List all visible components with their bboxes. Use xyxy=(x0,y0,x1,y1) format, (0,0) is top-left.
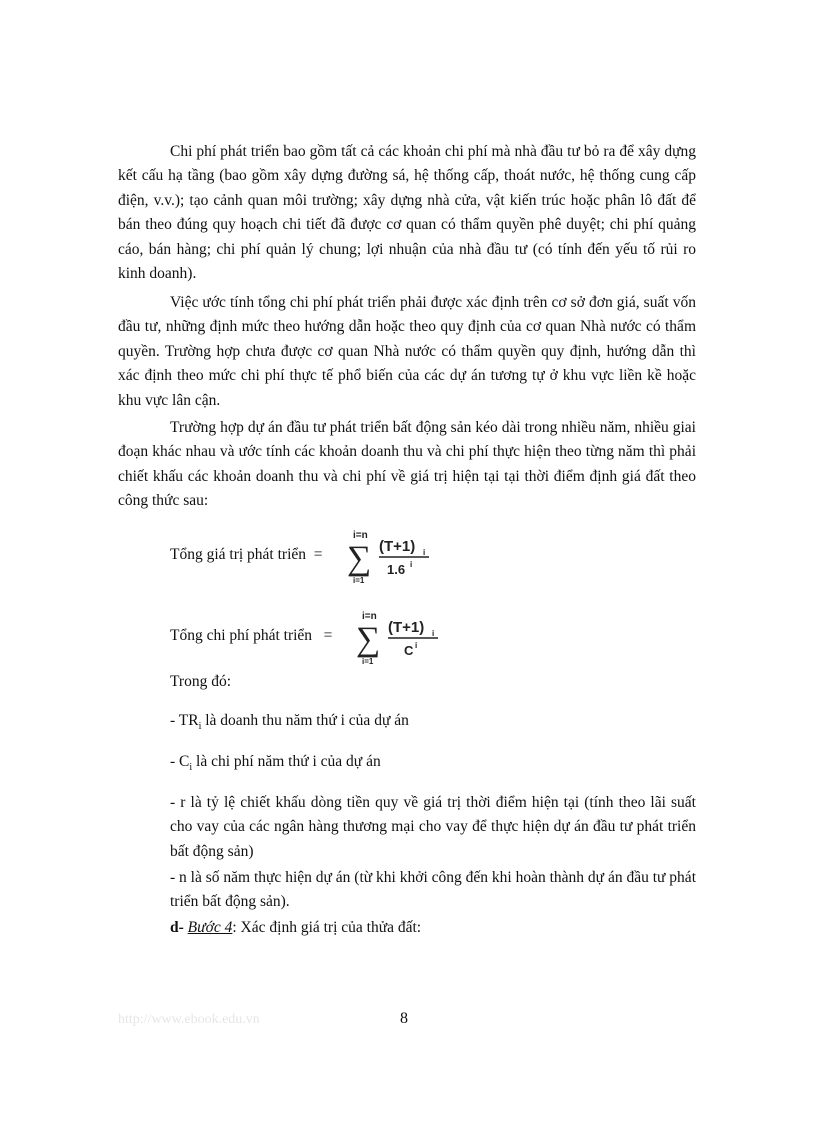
definitions-heading: Trong đó: xyxy=(170,673,232,690)
svg-text:i: i xyxy=(422,548,425,557)
step-name: Bước 4 xyxy=(187,919,233,936)
svg-text:i=1: i=1 xyxy=(362,657,374,666)
paragraph-cost-estimation: Việc ước tính tổng chi phí phát triển phải được xác định trên cơ sở đơn giá, suất vốn đầu tư, những định mức theo hướng dẫn hoặc theo quy định của cơ quan Nhà nước có thẩm quyền. Trường hợp chưa được cơ quan Nhà nước có thẩm quyền quy định, hướng dẫn thì xác định theo mức chi phí thực tế phổ biến của các dự án tương tự ở khu vực liền kề hoặc khu vực lân cận. xyxy=(118,294,696,409)
svg-text:∑: ∑ xyxy=(346,540,371,577)
revenue-summation-image xyxy=(345,525,435,585)
paragraph-development-costs: Chi phí phát triển bao gồm tất cả các khoản chi phí mà nhà đầu tư bỏ ra để xây dựng kết cấu hạ tầng (bao gồm xây dựng đường sá, hệ thống cấp, thoát nước, hệ thống cung cấp điện, v.v.); tạo cảnh quan môi trường; xây dựng nhà cửa, vật kiến trúc hoặc phân lô đất để bán theo đúng quy hoạch chi tiết đã được cơ quan có thẩm quyền phê duyệt; chi phí quảng cáo, bán hàng; chi phí quản lý chung; lợi nhuận của nhà đầu tư (có tính đến yếu tố rủi ro kinh doanh). xyxy=(118,143,696,283)
paragraph-discounting: Trường hợp dự án đầu tư phát triển bất động sản kéo dài trong nhiều năm, nhiều giai đoạn khác nhau và ước tính các khoản doanh thu và chi phí thực hiện theo từng năm thì phải chiết khấu các khoản doanh thu và chi phí về giá trị hiện tại tại thời điểm định giá đất theo công thức sau: xyxy=(118,419,696,510)
svg-text:i=n: i=n xyxy=(352,530,368,541)
svg-text:∑: ∑ xyxy=(356,621,381,658)
cost-summation-image xyxy=(354,606,444,666)
svg-text:1.6: 1.6 xyxy=(386,562,405,577)
svg-text:i=n: i=n xyxy=(362,611,378,622)
svg-text:i: i xyxy=(409,560,412,569)
definition-r: - r là tỷ lệ chiết khấu dòng tiền quy về giá trị thời điểm hiện tại (tính theo lãi suất cho vay của các ngân hàng thương mại cho vay để thực hiện dự án đầu tư phát triển bất động sản) xyxy=(170,794,696,860)
step-4-heading: d- Bước 4: Xác định giá trị của thửa đất: xyxy=(170,919,422,936)
definition-n: - n là số năm thực hiện dự án (từ khi khởi công đến khi hoàn thành dự án đầu tư phát triển bất động sản). xyxy=(170,869,696,911)
formula-revenue xyxy=(170,525,435,585)
definition-tr: - $TR_i$ là doanh thu năm thứ i của dự án xyxy=(170,712,409,733)
svg-text:(T+1): (T+1) xyxy=(378,538,415,555)
svg-text:(T+1): (T+1) xyxy=(388,619,425,636)
definition-c: - $C_i$ là chi phí năm thứ i của dự án xyxy=(170,753,381,774)
svg-text:i: i xyxy=(432,629,435,638)
page-number: 8 xyxy=(400,1010,408,1027)
formula-cost-label: Tổng chi phí phát triển = xyxy=(170,627,333,644)
footer-watermark-url: http://www.ebook.edu.vn xyxy=(118,1012,260,1027)
svg-text:C: C xyxy=(404,643,414,658)
svg-text:i=1: i=1 xyxy=(352,576,364,585)
svg-text:i: i xyxy=(415,641,418,650)
formula-cost xyxy=(170,606,444,666)
formula-revenue-label: Tổng giá trị phát triển = xyxy=(170,546,323,563)
